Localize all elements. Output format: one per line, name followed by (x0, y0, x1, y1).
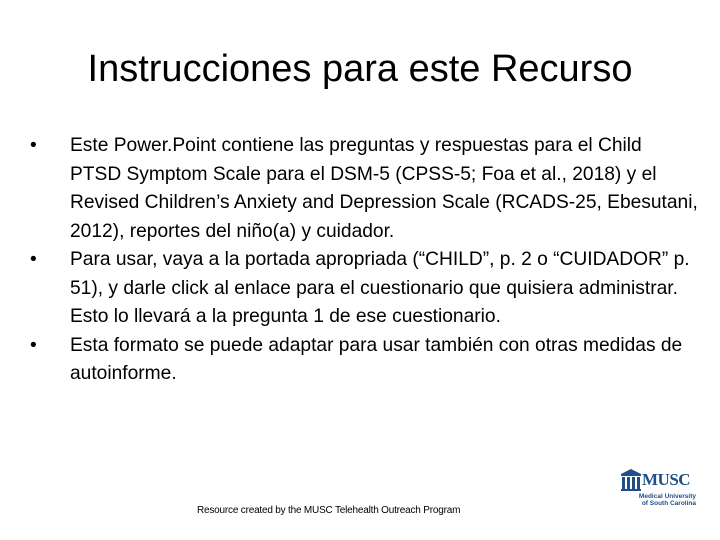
musc-building-icon (620, 468, 642, 492)
bullet-item (30, 132, 698, 246)
bullet-text: Esta formato se puede adaptar para usar también con otras medidas de autoinforme. (70, 334, 683, 384)
bullet-marker: • (30, 249, 37, 270)
bullet-item (30, 332, 698, 389)
bullet-item (30, 246, 698, 332)
bullet-marker: • (30, 334, 37, 356)
footer-credit: Resource created by the MUSC Telehealth Outreach Program (197, 505, 461, 516)
bullet-text: Este Power.Point contiene las preguntas y respuestas para el Child PTSD Symptom Scale para el DSM-5 (CPSS-5; Foa et al., 2018) y el Revised Children’s Anxiety and Depression Scale (RCADS-25, Ebesutani, 2012), reportes del niño(a) y cuidador. (70, 135, 698, 242)
logo-wordmark: MUSC (642, 470, 691, 489)
logo-line-1: Medical University (638, 493, 696, 500)
musc-logo (620, 468, 698, 514)
slide-title: Instrucciones para este Recurso (87, 48, 633, 90)
bullet-list (30, 132, 698, 389)
logo-line-2: of South Carolina (641, 500, 696, 507)
bullet-text: Para usar, vaya a la portada apropriada (“CHILD”, p. 2 o “CUIDADOR” p. 51), y darle click al enlace para el cuestionario que quisiera administrar. Esto lo llevará a la pregunta 1 de ese cuestionario. (70, 249, 690, 327)
bullet-marker: • (30, 135, 37, 156)
